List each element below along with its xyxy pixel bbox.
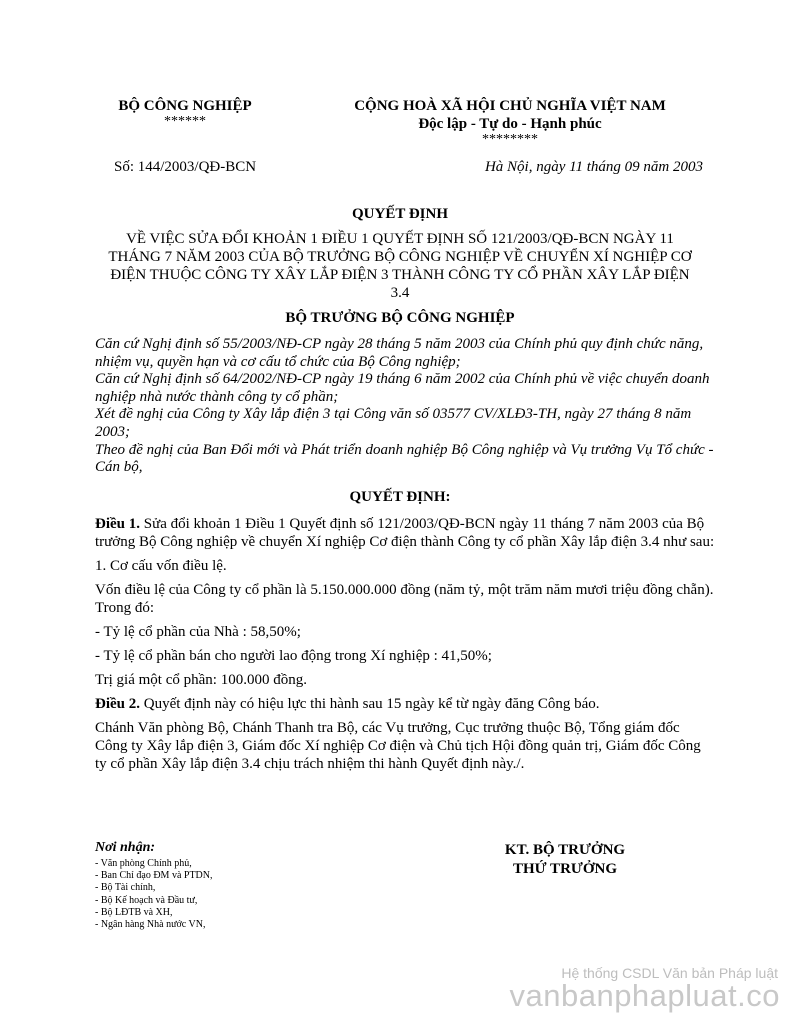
recipient-item: - Bộ LĐTB và XH, — [95, 906, 173, 918]
national-heading — [320, 97, 700, 147]
document-number: Số: 144/2003/QĐ-BCN — [114, 159, 257, 175]
article-2-label: Điều 2. — [95, 696, 140, 712]
ministry-name: BỘ CÔNG NGHIỆP — [118, 98, 252, 114]
signature-line-2: THỨ TRƯỞNG — [512, 861, 618, 877]
recipients-list — [95, 858, 213, 931]
decision-title: QUYẾT ĐỊNH — [352, 206, 448, 222]
decision-body — [95, 515, 715, 779]
watermark-site: vanbanphapluat.co — [509, 978, 780, 1013]
issuer-title: BỘ TRƯỞNG BỘ CÔNG NGHIỆP — [285, 310, 515, 326]
charter-capital: Vốn điều lệ của Công ty cổ phần là 5.150.000.000 đồng (năm tỷ, một trăm năm mươi triệu đồng chẵn). Trong đó: — [95, 582, 714, 616]
state-share: - Tỷ lệ cổ phần của Nhà : 58,50%; — [95, 624, 301, 640]
article-1-text: Sửa đổi khoản 1 Điều 1 Quyết định số 121/2003/QĐ-BCN ngày 11 tháng 7 năm 2003 của Bộ trưởng Bộ Công nghiệp về chuyển Xí nghiệp Cơ điện thành Công ty cổ phần Xây lắp điện 3.4 như sau: — [95, 516, 715, 550]
decides-heading: QUYẾT ĐỊNH: — [349, 489, 451, 505]
signature-block — [480, 841, 650, 879]
article-1-label: Điều 1. — [95, 516, 140, 532]
issuer-block — [100, 97, 270, 129]
basis-item: Theo đề nghị của Ban Đổi mới và Phát triển doanh nghiệp Bộ Công nghiệp và Vụ trưởng Vụ Tổ chức - Cán bộ, — [95, 441, 714, 476]
place-date: Hà Nội, ngày 11 tháng 09 năm 2003 — [484, 159, 703, 175]
decision-subject: VỀ VIỆC SỬA ĐỔI KHOẢN 1 ĐIỀU 1 QUYẾT ĐỊNH SỐ 121/2003/QĐ-BCN NGÀY 11 THÁNG 7 NĂM 2003 CỦA BỘ TRƯỞNG BỘ CÔNG NGHIỆP VỀ CHUYỂN XÍ NGHIỆP CƠ ĐIỆN THUỘC CÔNG TY XÂY LẮP ĐIỆN 3 THÀNH CÔNG TY CỔ PHẦN XÂY LẮP ĐIỆN 3.4 — [108, 231, 692, 301]
responsibility-clause: Chánh Văn phòng Bộ, Chánh Thanh tra Bộ, các Vụ trưởng, Cục trưởng thuộc Bộ, Tổng giám đốc Công ty Xây lắp điện 3, Giám đốc Xí nghiệp Cơ điện và Chủ tịch Hội đồng quản trị, Giám đốc Công ty cổ phần Xây lắp điện 3.4 chịu trách nhiệm thi hành Quyết định này./. — [95, 720, 701, 772]
article-2 — [95, 695, 715, 713]
legal-basis — [95, 336, 715, 477]
ministry-stars: ****** — [164, 114, 206, 129]
recipient-item: - Văn phòng Chính phủ, — [95, 858, 192, 869]
motto-stars: ******** — [482, 132, 538, 147]
article-1 — [95, 515, 715, 551]
worker-share: - Tỷ lệ cổ phần bán cho người lao động trong Xí nghiệp : 41,50%; — [95, 648, 492, 664]
article-2-text: Quyết định này có hiệu lực thi hành sau 15 ngày kể từ ngày đăng Công báo. — [140, 696, 600, 712]
basis-item: Xét đề nghị của Công ty Xây lắp điện 3 tại Công văn số 03577 CV/XLĐ3-TH, ngày 27 tháng 8 năm 2003; — [95, 406, 692, 440]
basis-item: Căn cứ Nghị định số 64/2002/NĐ-CP ngày 19 tháng 6 năm 2002 của Chính phủ về việc chuyển doanh nghiệp nhà nước thành công ty cổ phần; — [95, 371, 710, 405]
recipients-title: Nơi nhận: — [95, 840, 156, 855]
recipient-item: - Bộ Tài chính, — [95, 882, 156, 894]
watermark-caption: Hệ thống CSDL Văn bản Pháp luật — [561, 965, 778, 981]
recipient-item: - Ngân hàng Nhà nước VN, — [95, 919, 206, 931]
recipient-item: - Ban Chỉ đạo ĐM và PTDN, — [95, 870, 213, 882]
basis-item: Căn cứ Nghị định số 55/2003/NĐ-CP ngày 28 tháng 5 năm 2003 của Chính phủ quy định chức năng, nhiệm vụ, quyền hạn và cơ cấu tổ chức của Bộ Công nghiệp; — [95, 336, 704, 370]
share-value: Trị giá một cổ phần: 100.000 đồng. — [95, 672, 307, 688]
signature-line-1: KT. BỘ TRƯỞNG — [504, 842, 626, 858]
item-1: 1. Cơ cấu vốn điều lệ. — [95, 558, 227, 574]
motto: Độc lập - Tự do - Hạnh phúc — [418, 116, 602, 132]
recipient-item: - Bộ Kế hoạch và Đầu tư, — [95, 894, 198, 906]
country-name: CỘNG HOÀ XÃ HỘI CHỦ NGHĨA VIỆT NAM — [354, 98, 666, 114]
